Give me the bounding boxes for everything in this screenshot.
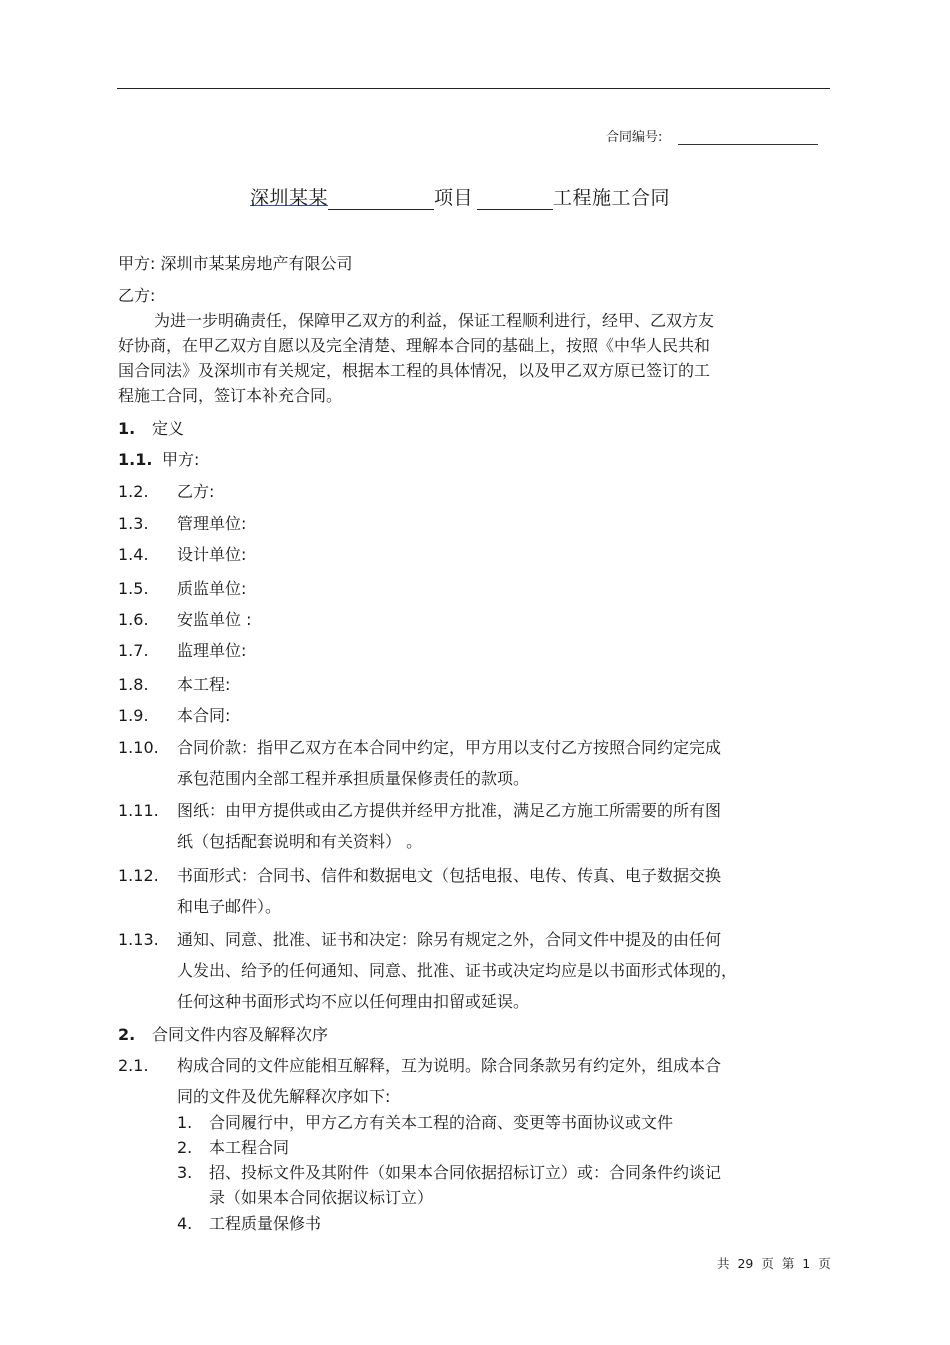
clause-number: 1.9.	[118, 706, 149, 725]
clause-number: 1.2.	[118, 482, 149, 501]
clause-number: 1.4.	[118, 545, 149, 564]
clause-number: 1.7.	[118, 641, 149, 660]
clause-text: 安监单位 :	[177, 610, 252, 629]
contract-number-label: 合同编号:	[606, 130, 663, 145]
clause-text: 质监单位:	[177, 579, 247, 598]
party-b: 乙方:	[118, 286, 156, 305]
clause-text: 乙方:	[177, 482, 215, 501]
clause-text: 甲方:	[162, 450, 200, 469]
contract-number-blank	[678, 130, 818, 145]
document-title	[250, 183, 670, 210]
title-part1: 深圳某某	[250, 187, 329, 209]
clause-number: 1.6.	[118, 610, 149, 629]
page-footer: 共 29 页 第 1 页	[717, 1256, 831, 1271]
list-item-number: 1.	[177, 1113, 193, 1132]
preamble-line-3: 国合同法》及深圳市有关规定，根据本工程的具体情况，以及甲乙双方原已签订的工	[118, 361, 711, 380]
clause-number: 1.13.	[118, 930, 159, 949]
clause-number: 1.1.	[118, 450, 153, 469]
clause-text: 本合同:	[177, 706, 231, 725]
list-item-text: 本工程合同	[209, 1138, 290, 1157]
preamble-line-2: 好协商，在甲乙双方自愿以及完全清楚、理解本合同的基础上，按照《中华人民共和	[118, 336, 711, 355]
list-item-text: 工程质量保修书	[209, 1214, 322, 1233]
clause-text: 本工程:	[177, 675, 231, 694]
clause-text: 合同价款：指甲乙双方在本合同中约定，甲方用以支付乙方按照合同约定完成	[177, 738, 722, 757]
list-item-text: 招、投标文件及其附件（如果本合同依据招标订立）或：合同条件约谈记	[209, 1163, 722, 1182]
clause-text: 监理单位:	[177, 641, 247, 660]
clause-text: 构成合同的文件应能相互解释，互为说明。除合同条款另有约定外，组成本合	[177, 1056, 722, 1075]
clause-text: 和电子邮件）。	[177, 897, 282, 916]
clause-text: 纸（包括配套说明和有关资料） 。	[177, 832, 423, 851]
title-part3: 工程施工合同	[553, 187, 671, 209]
party-a: 甲方: 深圳市某某房地产有限公司	[118, 254, 353, 273]
clause-number: 1.5.	[118, 579, 149, 598]
clause-number: 2.1.	[118, 1056, 149, 1075]
clause-text: 人发出、给予的任何通知、同意、批准、证书或决定均应是以书面形式体现的，	[177, 961, 738, 980]
list-item-number: 2.	[177, 1138, 193, 1157]
clause-text: 同的文件及优先解释次序如下:	[177, 1087, 391, 1106]
clause-text: 管理单位:	[177, 514, 247, 533]
clause-number: 1.10.	[118, 738, 159, 757]
clause-number: 1.12.	[118, 866, 159, 885]
list-item-number: 3.	[177, 1163, 193, 1182]
section-2-number: 2.	[118, 1025, 136, 1044]
clause-number: 1.8.	[118, 675, 149, 694]
clause-text: 书面形式：合同书、信件和数据电文（包括电报、电传、传真、电子数据交换	[177, 866, 722, 885]
clause-number: 1.3.	[118, 514, 149, 533]
section-1-number: 1.	[118, 419, 136, 438]
section-2-title: 合同文件内容及解释次序	[152, 1025, 329, 1044]
contract-number-field	[606, 126, 818, 145]
preamble-line-1: 为进一步明确责任，保障甲乙双方的利益，保证工程顺利进行，经甲、乙双方友	[154, 311, 715, 330]
clause-text: 设计单位:	[177, 545, 247, 564]
list-item-text: 录（如果本合同依据议标订立）	[209, 1188, 434, 1207]
title-blank-project	[328, 187, 434, 210]
title-blank-engineering	[477, 187, 553, 210]
clause-text: 图纸：由甲方提供或由乙方提供并经甲方批准，满足乙方施工所需要的所有图	[177, 801, 722, 820]
title-part2: 项目	[434, 187, 474, 209]
clause-text: 通知、同意、批准、证书和决定：除另有规定之外，合同文件中提及的由任何	[177, 930, 722, 949]
preamble-line-4: 程施工合同，签订本补充合同。	[118, 386, 343, 405]
list-item-number: 4.	[177, 1214, 193, 1233]
clause-text: 任何这种书面形式均不应以任何理由扣留或延误。	[177, 992, 530, 1011]
clause-number: 1.11.	[118, 801, 159, 820]
header-rule	[117, 88, 830, 89]
section-1-title: 定义	[152, 419, 185, 438]
clause-text: 承包范围内全部工程并承担质量保修责任的款项。	[177, 769, 530, 788]
list-item-text: 合同履行中，甲方乙方有关本工程的洽商、变更等书面协议或文件	[209, 1113, 674, 1132]
